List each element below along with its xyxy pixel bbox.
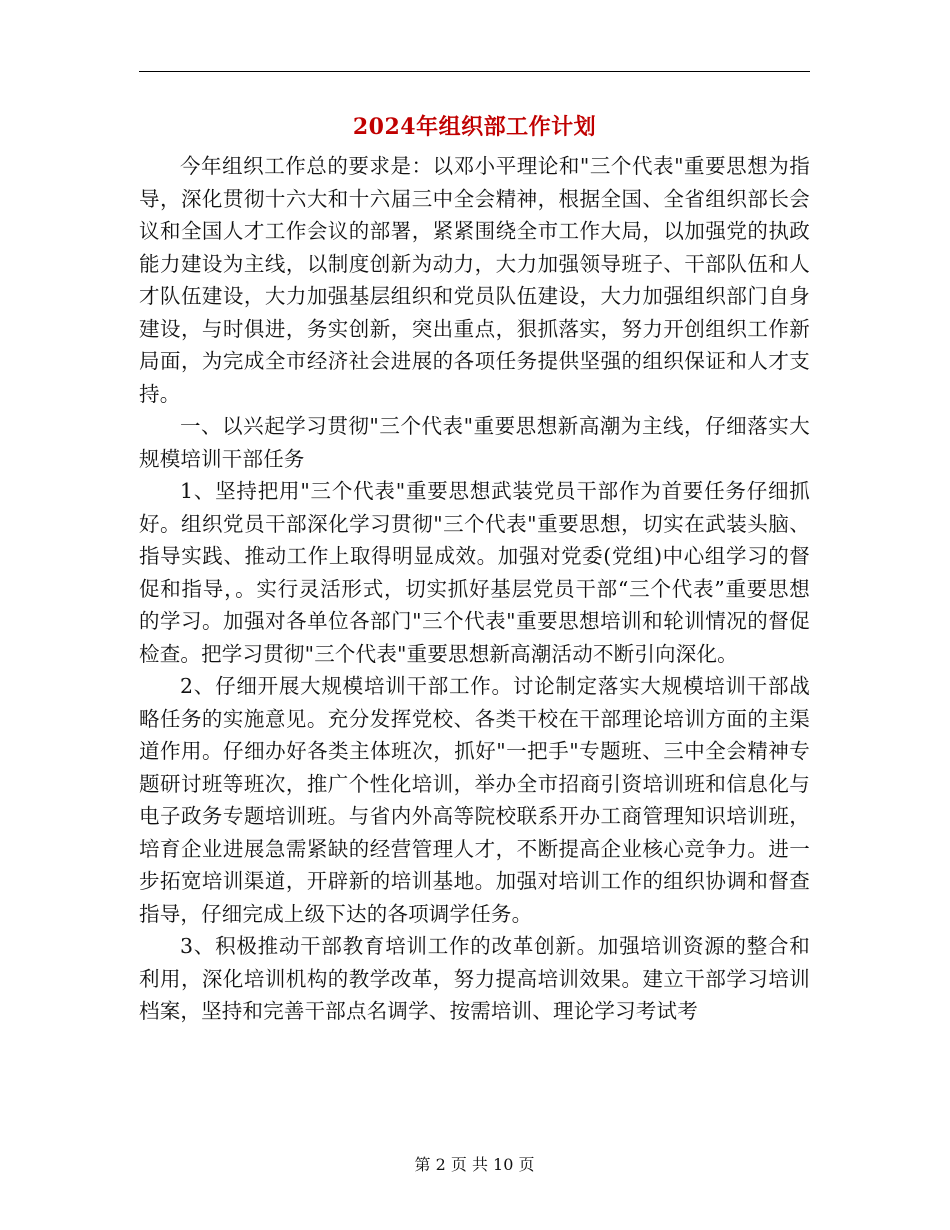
document-title: 2024年组织部工作计划 [352,114,597,140]
header-rule [139,71,810,72]
document-body [139,150,810,1028]
page-number-footer [139,1153,810,1177]
paragraph-item-3: 3、积极推动干部教育培训工作的改革创新。加强培训资源的整合和利用，深化培训机构的教学改革，努力提高培训效果。建立干部学习培训档案，坚持和完善干部点名调学、按需培训、理论学习考试考 [139,934,810,1023]
section-heading-one: 一、以兴起学习贯彻"三个代表"重要思想新高潮为主线，仔细落实大规模培训干部任务 [139,414,810,471]
page-number-label: 第 2 页 共 10 页 [414,1155,535,1174]
paragraph-item-1: 1、坚持把用"三个代表"重要思想武装党员干部作为首要任务仔细抓好。组织党员干部深化学习贯彻"三个代表"重要思想，切实在武装头脑、指导实践、推动工作上取得明显成效。加强对党委(党组)中心组学习的督促和指导，。实行灵活形式，切实抓好基层党员干部“三个代表”重要思想的学习。加强对各单位各部门"三个代表"重要思想培训和轮训情况的督促检查。把学习贯彻"三个代表"重要思想新高潮活动不断引向深化。 [139,479,810,666]
paragraph-intro: 今年组织工作总的要求是：以邓小平理论和"三个代表"重要思想为指导，深化贯彻十六大和十六届三中全会精神，根据全国、全省组织部长会议和全国人才工作会议的部署，紧紧围绕全市工作大局，以加强党的执政能力建设为主线，以制度创新为动力，大力加强领导班子、干部队伍和人才队伍建设，大力加强基层组织和党员队伍建设，大力加强组织部门自身建设，与时俱进，务实创新，突出重点，狠抓落实，努力开创组织工作新局面，为完成全市经济社会进展的各项任务提供坚强的组织保证和人才支持。 [139,154,810,406]
paragraph-item-2: 2、仔细开展大规模培训干部工作。讨论制定落实大规模培训干部战略任务的实施意见。充分发挥党校、各类干校在干部理论培训方面的主渠道作用。仔细办好各类主体班次，抓好"一把手"专题班、三中全会精神专题研讨班等班次，推广个性化培训，举办全市招商引资培训班和信息化与电子政务专题培训班。与省内外高等院校联系开办工商管理知识培训班，培育企业进展急需紧缺的经营管理人才，不断提高企业核心竞争力。进一步拓宽培训渠道，开辟新的培训基地。加强对培训工作的组织协调和督查指导，仔细完成上级下达的各项调学任务。 [139,674,810,926]
